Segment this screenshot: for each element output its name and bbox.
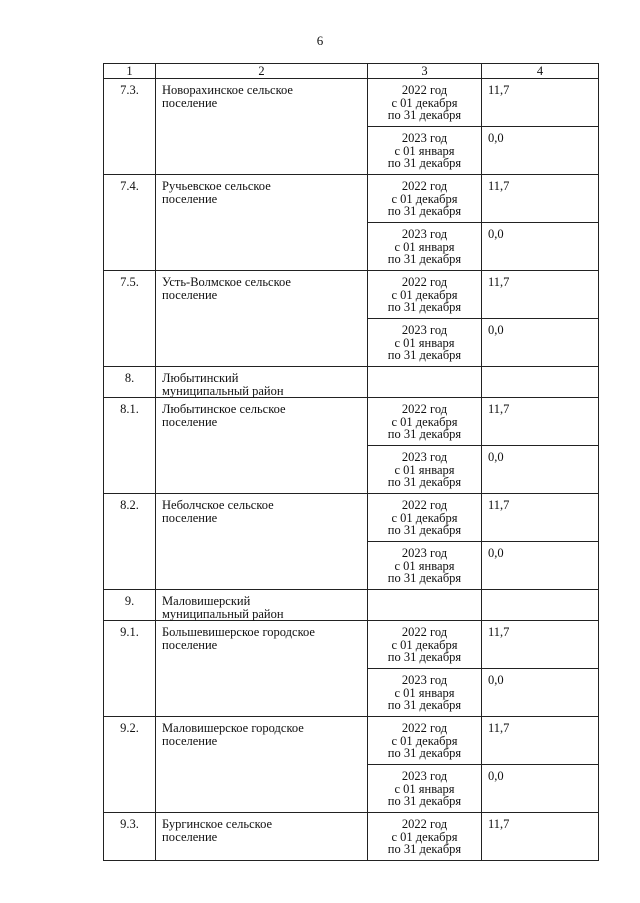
period-cell — [368, 319, 482, 367]
period-cell — [368, 494, 482, 542]
header-col-4: 4 — [482, 64, 599, 79]
value-cell: 0,0 — [482, 765, 599, 813]
text-line: 2022 год — [401, 817, 448, 831]
text-line: поселение — [162, 510, 218, 525]
value-cell — [482, 367, 599, 398]
period-cell — [368, 79, 482, 127]
period-cell — [368, 271, 482, 319]
value-cell: 0,0 — [482, 669, 599, 717]
period-cell — [368, 127, 482, 175]
text-line: с 01 января — [394, 781, 455, 796]
row-number: 9. — [104, 590, 156, 621]
text-line: Усть-Волмское сельское — [162, 275, 291, 289]
text-line: по 31 декабря — [387, 348, 462, 362]
period-cell — [368, 717, 482, 765]
text-line: с 01 января — [394, 558, 455, 573]
period-cell — [368, 175, 482, 223]
value-cell: 11,7 — [482, 717, 599, 765]
text-line: муниципальный район — [162, 606, 284, 621]
period-cell — [368, 813, 482, 861]
settlement-name — [156, 494, 368, 590]
text-line: 2022 год — [401, 625, 448, 639]
text-line: поселение — [162, 637, 218, 652]
value-cell: 0,0 — [482, 223, 599, 271]
settlement-name — [156, 813, 368, 861]
table-row — [104, 717, 599, 765]
header-col-2: 2 — [156, 64, 368, 79]
table-row — [104, 494, 599, 542]
value-cell: 11,7 — [482, 621, 599, 669]
period-cell — [368, 446, 482, 494]
text-line: с 01 декабря — [391, 733, 458, 748]
text-line: Маловишерское городское — [162, 721, 304, 735]
row-number: 8. — [104, 367, 156, 398]
table-row — [104, 621, 599, 669]
text-line: поселение — [162, 191, 218, 206]
text-line: с 01 января — [394, 685, 455, 700]
table-row — [104, 398, 599, 446]
text-line: Неболчское сельское — [162, 498, 274, 512]
text-line: 2022 год — [401, 179, 448, 193]
text-line: с 01 декабря — [391, 191, 458, 206]
row-number: 9.3. — [104, 813, 156, 861]
row-number: 7.3. — [104, 79, 156, 175]
header-col-1: 1 — [104, 64, 156, 79]
text-line: Любытинский — [162, 371, 239, 385]
table-row — [104, 79, 599, 127]
text-line: поселение — [162, 95, 218, 110]
header-col-3: 3 — [368, 64, 482, 79]
settlement-name — [156, 271, 368, 367]
period-cell — [368, 669, 482, 717]
value-cell: 0,0 — [482, 542, 599, 590]
text-line: по 31 декабря — [387, 156, 462, 170]
value-cell: 11,7 — [482, 813, 599, 861]
row-number: 8.1. — [104, 398, 156, 494]
text-line: с 01 января — [394, 462, 455, 477]
value-cell: 0,0 — [482, 127, 599, 175]
period-cell — [368, 765, 482, 813]
text-line: по 31 декабря — [387, 300, 462, 314]
text-line: с 01 декабря — [391, 287, 458, 302]
period-cell — [368, 223, 482, 271]
row-number: 9.1. — [104, 621, 156, 717]
settlement-name — [156, 398, 368, 494]
settlement-name — [156, 367, 368, 398]
row-number: 9.2. — [104, 717, 156, 813]
text-line: муниципальный район — [162, 383, 284, 398]
settlement-name — [156, 717, 368, 813]
text-line: по 31 декабря — [387, 650, 462, 664]
text-line: поселение — [162, 414, 218, 429]
district-row — [104, 590, 599, 621]
text-line: с 01 января — [394, 143, 455, 158]
text-line: по 31 декабря — [387, 427, 462, 441]
period-cell — [368, 542, 482, 590]
text-line: Новорахинское сельское — [162, 83, 293, 97]
text-line: с 01 декабря — [391, 510, 458, 525]
text-line: по 31 декабря — [387, 523, 462, 537]
text-line: поселение — [162, 287, 218, 302]
period-cell — [368, 621, 482, 669]
text-line: по 31 декабря — [387, 108, 462, 122]
text-line: по 31 декабря — [387, 252, 462, 266]
text-line: с 01 декабря — [391, 95, 458, 110]
text-line: по 31 декабря — [387, 698, 462, 712]
text-line: с 01 декабря — [391, 637, 458, 652]
value-cell: 11,7 — [482, 494, 599, 542]
text-line: 2023 год — [401, 227, 448, 241]
value-cell: 0,0 — [482, 446, 599, 494]
text-line: Бургинское сельское — [162, 817, 273, 831]
text-line: по 31 декабря — [387, 571, 462, 585]
table-row — [104, 271, 599, 319]
text-line: Любытинское сельское — [162, 402, 286, 416]
text-line: 2022 год — [401, 498, 448, 512]
text-line: Маловишерский — [162, 594, 251, 608]
settlement-name — [156, 79, 368, 175]
text-line: по 31 декабря — [387, 475, 462, 489]
text-line: 2022 год — [401, 402, 448, 416]
text-line: 2023 год — [401, 131, 448, 145]
text-line: 2022 год — [401, 83, 448, 97]
row-number: 7.4. — [104, 175, 156, 271]
page-number: 6 — [316, 33, 324, 48]
table-row — [104, 175, 599, 223]
value-cell: 11,7 — [482, 398, 599, 446]
value-cell: 0,0 — [482, 319, 599, 367]
text-line: 2023 год — [401, 546, 448, 560]
text-line: 2023 год — [401, 769, 448, 783]
text-line: 2023 год — [401, 323, 448, 337]
row-number: 7.5. — [104, 271, 156, 367]
text-line: по 31 декабря — [387, 204, 462, 218]
settlement-name — [156, 621, 368, 717]
value-cell: 11,7 — [482, 175, 599, 223]
text-line: 2023 год — [401, 673, 448, 687]
text-line: по 31 декабря — [387, 746, 462, 760]
row-number: 8.2. — [104, 494, 156, 590]
text-line: поселение — [162, 733, 218, 748]
text-line: поселение — [162, 829, 218, 844]
period-cell — [368, 590, 482, 621]
value-cell: 11,7 — [482, 271, 599, 319]
header-row — [104, 64, 599, 79]
period-cell — [368, 398, 482, 446]
text-line: Большевишерское городское — [162, 625, 315, 639]
tariff-table — [103, 63, 599, 861]
text-line: по 31 декабря — [387, 842, 462, 856]
period-cell — [368, 367, 482, 398]
table-row — [104, 813, 599, 861]
settlement-name — [156, 590, 368, 621]
text-line: 2023 год — [401, 450, 448, 464]
value-cell: 11,7 — [482, 79, 599, 127]
text-line: 2022 год — [401, 721, 448, 735]
settlement-name — [156, 175, 368, 271]
text-line: с 01 января — [394, 335, 455, 350]
text-line: 2022 год — [401, 275, 448, 289]
district-row — [104, 367, 599, 398]
text-line: с 01 декабря — [391, 829, 458, 844]
text-line: по 31 декабря — [387, 794, 462, 808]
value-cell — [482, 590, 599, 621]
text-line: с 01 января — [394, 239, 455, 254]
text-line: Ручьевское сельское — [162, 179, 271, 193]
text-line: с 01 декабря — [391, 414, 458, 429]
